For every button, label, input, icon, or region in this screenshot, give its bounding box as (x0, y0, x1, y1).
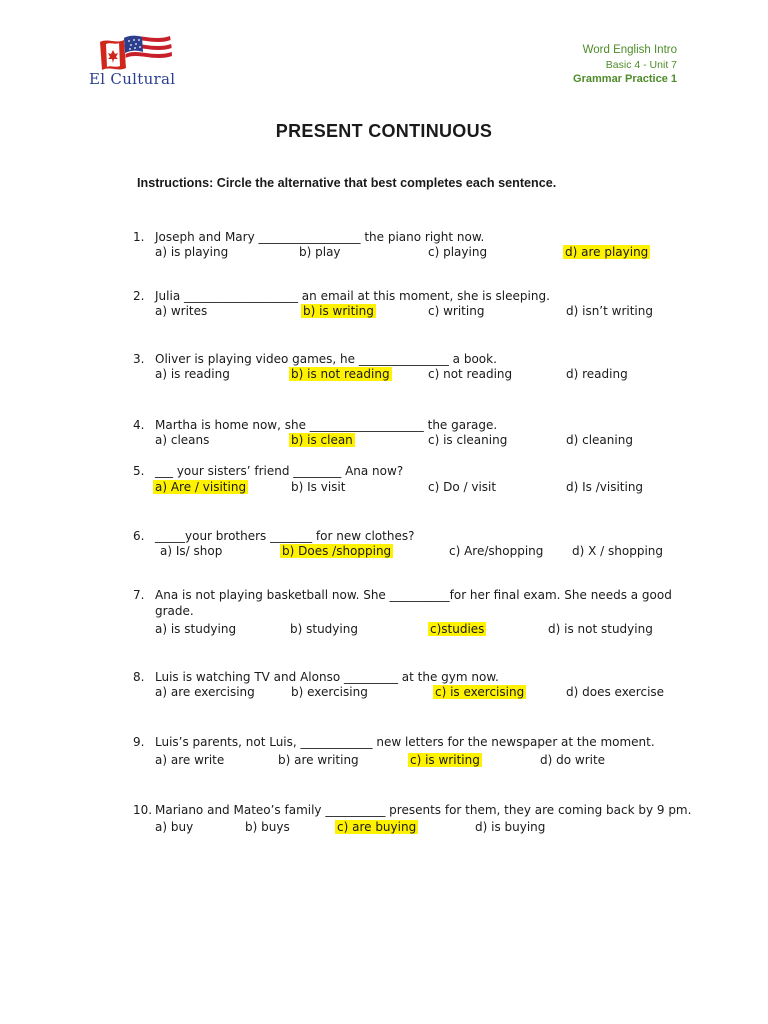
option-c-highlighted[interactable]: c) is writing (410, 753, 480, 767)
option-b[interactable]: b) buys (245, 820, 290, 834)
option-d[interactable]: d) does exercise (566, 685, 665, 699)
question-number: 3. (133, 352, 145, 366)
question-text: Luis is watching TV and Alonso _________ at the gym now. (155, 670, 499, 684)
question-text: Joseph and Mary _________________ the piano right now. (155, 230, 485, 244)
question-text: Mariano and Mateo’s family __________ presents for them, they are coming back by 9 pm. (155, 803, 692, 817)
option-a[interactable]: a) buy (155, 820, 194, 834)
option-d-highlighted[interactable]: d) are playing (565, 245, 649, 259)
option-b[interactable]: b) Is visit (291, 480, 346, 494)
option-a[interactable]: a) cleans (155, 433, 210, 447)
question-text: Luis’s parents, not Luis, ____________ new letters for the newspaper at the moment. (155, 735, 655, 749)
option-a-highlighted[interactable]: a) Are / visiting (155, 480, 247, 494)
option-a[interactable]: a) is playing (155, 245, 229, 259)
option-a[interactable]: a) is reading (155, 367, 230, 381)
option-a[interactable]: a) writes (155, 304, 208, 318)
option-b[interactable]: b) play (299, 245, 341, 259)
question-number: 9. (133, 735, 145, 749)
option-c[interactable]: c) Do / visit (428, 480, 497, 494)
question-number: 4. (133, 418, 145, 432)
option-a[interactable]: a) Is/ shop (160, 544, 223, 558)
option-c-highlighted[interactable]: c) are buying (337, 820, 417, 834)
option-c[interactable]: c) writing (428, 304, 485, 318)
option-d[interactable]: d) reading (566, 367, 628, 381)
option-b[interactable]: b) are writing (278, 753, 359, 767)
option-a[interactable]: a) is studying (155, 622, 237, 636)
question-number: 1. (133, 230, 145, 244)
option-b[interactable]: b) exercising (291, 685, 368, 699)
question-text: ___ your sisters’ friend ________ Ana now? (155, 464, 404, 478)
question-text: _____your brothers _______ for new clothes? (155, 529, 415, 543)
page-title: PRESENT CONTINUOUS (275, 121, 493, 141)
canada-flag-icon (100, 40, 126, 70)
option-d[interactable]: d) do write (540, 753, 606, 767)
option-c-highlighted[interactable]: c)studies (430, 622, 485, 636)
option-b-highlighted[interactable]: b) Does /shopping (282, 544, 392, 558)
option-d[interactable]: d) is not studying (548, 622, 653, 636)
question-number: 5. (133, 464, 145, 478)
question-text: Martha is home now, she ___________________ the garage. (155, 418, 498, 432)
question-number: 8. (133, 670, 145, 684)
usa-flag-icon (124, 36, 172, 66)
option-d[interactable]: d) X / shopping (572, 544, 663, 558)
option-b-highlighted[interactable]: b) is not reading (291, 367, 390, 381)
question-number: 6. (133, 529, 145, 543)
question-number: 10. (133, 803, 153, 817)
option-c[interactable]: c) Are/shopping (449, 544, 544, 558)
option-a[interactable]: a) are write (155, 753, 225, 767)
option-c-highlighted[interactable]: c) is exercising (435, 685, 525, 699)
logo-text: El Cultural (89, 70, 176, 88)
question-text-continued: grade. (155, 604, 194, 618)
option-d[interactable]: d) cleaning (566, 433, 633, 447)
option-c[interactable]: c) not reading (428, 367, 513, 381)
option-d[interactable]: d) isn’t writing (566, 304, 653, 318)
question-text: Oliver is playing video games, he _______________ a book. (155, 352, 497, 366)
question-number: 7. (133, 588, 145, 602)
question-number: 2. (133, 289, 145, 303)
practice-label: Grammar Practice 1 (573, 73, 677, 85)
option-b-highlighted[interactable]: b) is clean (291, 433, 353, 447)
course-name: Word English Intro (582, 44, 677, 56)
option-b-highlighted[interactable]: b) is writing (303, 304, 374, 318)
question-text: Ana is not playing basketball now. She __________for her final exam. She needs a good (155, 588, 672, 602)
option-c[interactable]: c) is cleaning (428, 433, 508, 447)
unit-label: Basic 4 - Unit 7 (605, 59, 677, 71)
option-c[interactable]: c) playing (428, 245, 488, 259)
instructions: Instructions: Circle the alternative that best completes each sentence. (137, 176, 557, 190)
option-d[interactable]: d) is buying (475, 820, 546, 834)
question-text: Julia ___________________ an email at this moment, she is sleeping. (155, 289, 550, 303)
option-d[interactable]: d) Is /visiting (566, 480, 644, 494)
option-a[interactable]: a) are exercising (155, 685, 255, 699)
option-b[interactable]: b) studying (290, 622, 358, 636)
